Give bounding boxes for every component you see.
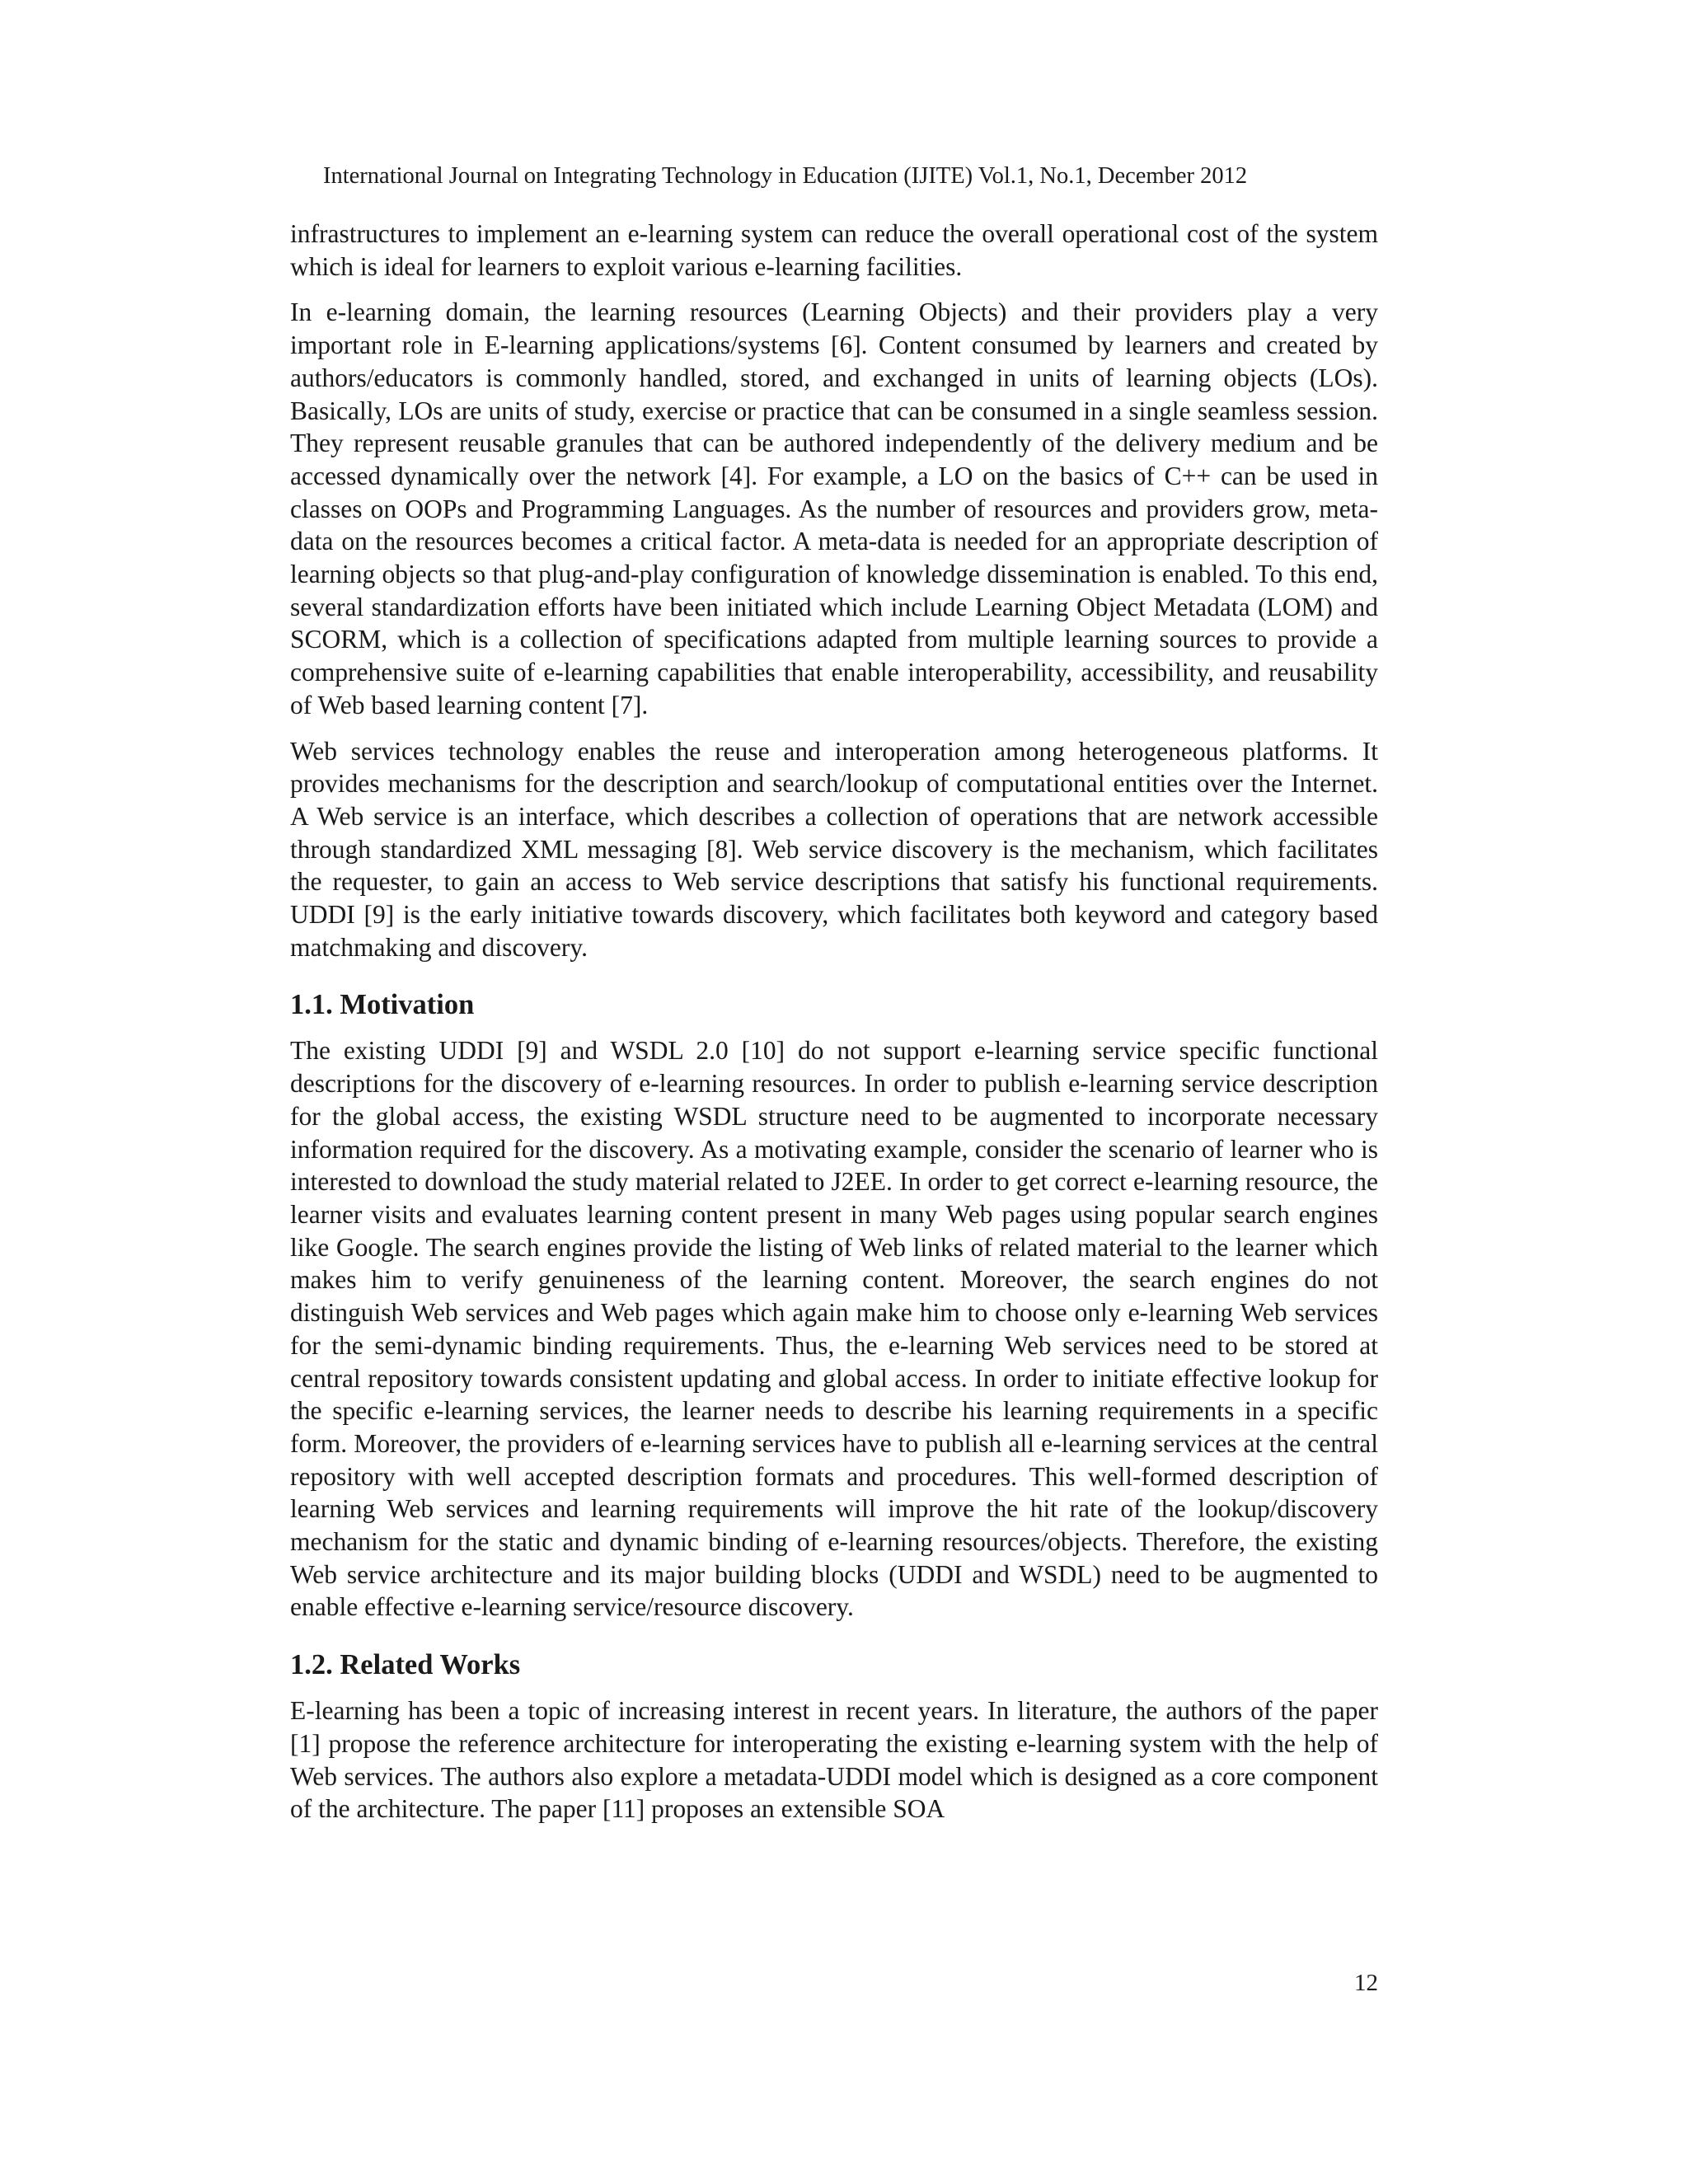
paragraph-learning-objects: In e-learning domain, the learning resources (Learning Objects) and their providers play a very important role in E-learning applications/systems [6]. Content consumed by learners and created by authors/educators is commonly handled, stored, and exchanged in units of learning objects (LOs). Basically, LOs are units of study, exercise or practice that can be consumed in a single seamless session. They represent reusable granules that can be authored independently of the delivery medium and be accessed dynamically over the network [4]. For example, a LO on the basics of C++ can be used in classes on OOPs and Programming Languages. As the number of resources and providers grow, meta-data on the resources becomes a critical factor. A meta-data is needed for an appropriate description of learning objects so that plug-and-play configuration of knowledge dissemination is enabled. To this end, several standardization efforts have been initiated which include Learning Object Metadata (LOM) and SCORM, which is a collection of specifications adapted from multiple learning sources to provide a comprehensive suite of e-learning capabilities that enable interoperability, accessibility, and reusability of Web based learning content [7]. <box>290 298 1378 719</box>
paragraph-intro-continuation: infrastructures to implement an e-learning system can reduce the overall operational cost of the system which is ideal for learners to exploit various e-learning facilities. <box>290 219 1378 281</box>
paragraph-related-works: E-learning has been a topic of increasing interest in recent years. In literature, the authors of the paper [1] propose the reference architecture for interoperating the existing e-learning system with the help of Web services. The authors also explore a metadata-UDDI model which is designed as a core component of the architecture. The paper [11] proposes an extensible SOA <box>290 1696 1378 1824</box>
page-number: 12 <box>1354 1970 1378 1996</box>
page-body <box>290 218 1378 1839</box>
section-heading-related-works: 1.2. Related Works <box>290 1649 521 1681</box>
section-heading-motivation: 1.1. Motivation <box>290 989 475 1021</box>
paragraph-web-services: Web services technology enables the reuse and interoperation among heterogeneous platforms. It provides mechanisms for the description and search/lookup of computational entities over the Internet. A Web service is an interface, which describes a collection of operations that are network accessible through standardized XML messaging [8]. Web service discovery is the mechanism, which facilitates the requester, to gain an access to Web service descriptions that satisfy his functional requirements. UDDI [9] is the early initiative towards discovery, which facilitates both keyword and category based matchmaking and discovery. <box>290 736 1378 962</box>
running-header: International Journal on Integrating Technology in Education (IJITE) Vol.1, No.1, December 2012 <box>323 163 1248 189</box>
paragraph-motivation: The existing UDDI [9] and WSDL 2.0 [10] do not support e-learning service specific functional descriptions for the discovery of e-learning resources. In order to publish e-learning service description for the global access, the existing WSDL structure need to be augmented to incorporate necessary information required for the discovery. As a motivating example, consider the scenario of learner who is interested to download the study material related to J2EE. In order to get correct e-learning resource, the learner visits and evaluates learning content present in many Web pages using popular search engines like Google. The search engines provide the listing of Web links of related material to the learner which makes him to verify genuineness of the learning content. Moreover, the search engines do not distinguish Web services and Web pages which again make him to choose only e-learning Web services for the semi-dynamic binding requirements. Thus, the e-learning Web services need to be stored at central repository towards consistent updating and global access. In order to initiate effective lookup for the specific e-learning services, the learner needs to describe his learning requirements in a specific form. Moreover, the providers of e-learning services have to publish all e-learning services at the central repository with well accepted description formats and procedures. This well-formed description of learning Web services and learning requirements will improve the hit rate of the lookup/discovery mechanism for the static and dynamic binding of e-learning resources/objects. Therefore, the existing Web service architecture and its major building blocks (UDDI and WSDL) need to be augmented to enable effective e-learning service/resource discovery. <box>290 1036 1378 1622</box>
